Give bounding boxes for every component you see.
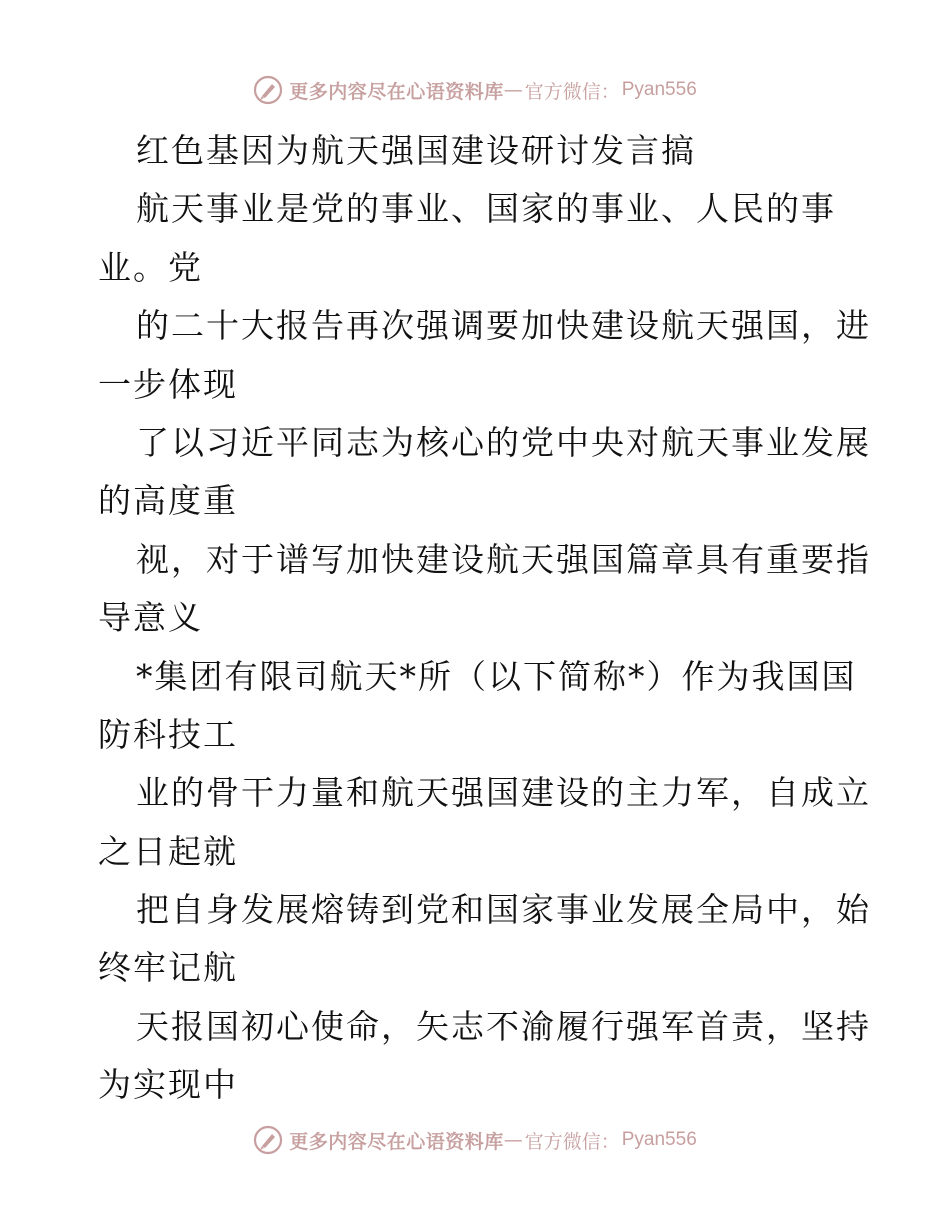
document-line: 防科技工 bbox=[98, 714, 238, 754]
footer-watermark bbox=[0, 1120, 950, 1160]
document-line: 之日起就 bbox=[98, 831, 238, 871]
watermark-wechat-label: 官方微信： bbox=[524, 1130, 620, 1153]
document-line: 的二十大报告再次强调要加快建设航天强国，进 bbox=[136, 306, 871, 346]
watermark-text: 更多内容尽在心语资料库 bbox=[289, 1130, 504, 1153]
watermark-text: 更多内容尽在心语资料库 bbox=[289, 80, 504, 103]
document-line: 的高度重 bbox=[98, 481, 238, 521]
document-line: 视，对于谱写加快建设航天强国篇章具有重要指 bbox=[136, 539, 871, 579]
document-line: 了以习近平同志为核心的党中央对航天事业发展 bbox=[136, 422, 871, 462]
watermark-wechat-label: 官方微信： bbox=[524, 80, 620, 103]
document-line: 航天事业是党的事业、国家的事业、人民的事 bbox=[136, 189, 836, 229]
document-line: 红色基因为航天强国建设研讨发言搞 bbox=[136, 131, 696, 170]
document-line: 业的骨干力量和航天强国建设的主力军，自成立 bbox=[136, 773, 871, 813]
document-line: 一步体现 bbox=[98, 364, 238, 404]
document-body bbox=[98, 122, 871, 1115]
header-watermark bbox=[0, 70, 950, 110]
document-line: 终牢记航 bbox=[98, 948, 238, 988]
fountain-pen-icon bbox=[253, 75, 283, 105]
document-line: 把自身发展熔铸到党和国家事业发展全局中，始 bbox=[136, 890, 871, 930]
watermark-wechat-id: Pyan556 bbox=[621, 1129, 697, 1150]
watermark-dash: — bbox=[503, 79, 523, 101]
document-line: *集团有限司航天*所（以下简称*）作为我国国 bbox=[136, 656, 857, 696]
document-line: 天报国初心使命，矢志不渝履行强军首责，坚持 bbox=[136, 1006, 871, 1046]
watermark-dash: — bbox=[503, 1129, 523, 1151]
watermark-wechat-id: Pyan556 bbox=[621, 79, 697, 100]
fountain-pen-icon bbox=[253, 1125, 283, 1155]
document-line: 业。党 bbox=[98, 247, 203, 287]
document-line: 为实现中 bbox=[98, 1065, 238, 1105]
document-line: 导意义 bbox=[98, 598, 203, 638]
